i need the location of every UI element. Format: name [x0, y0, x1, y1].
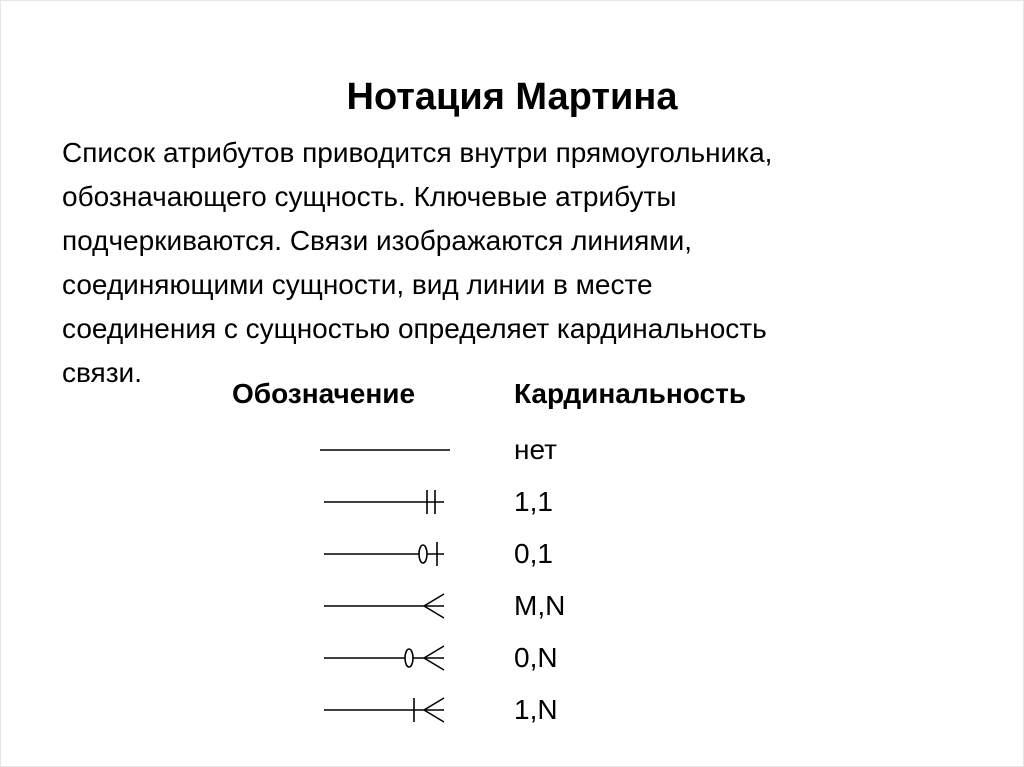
notation-row-zero-one	[0, 528, 1024, 580]
paragraph-line: Список атрибутов приводится внутри прямоугольника,	[62, 137, 773, 168]
description-paragraph	[62, 131, 962, 395]
paragraph-line: соединения с сущностью определяет кардинальность	[62, 313, 767, 344]
bar-crows-foot-symbol	[314, 684, 454, 736]
paragraph-line: соединяющими сущности, вид линии в месте	[62, 269, 653, 300]
notation-column-header: Обозначение	[232, 378, 416, 409]
cardinality-label: 0,N	[514, 642, 558, 673]
notation-row-many-many	[0, 580, 1024, 632]
slide-title: Нотация Мартина	[346, 76, 678, 118]
notation-row-zero-many	[0, 632, 1024, 684]
cardinality-label: 0,1	[514, 538, 553, 569]
crows-foot-symbol	[314, 580, 454, 632]
double-bar-symbol	[314, 476, 454, 528]
cardinality-label: нет	[514, 434, 557, 465]
notation-row-none	[0, 424, 1024, 476]
circle-crows-foot-symbol	[314, 632, 454, 684]
cardinality-label: M,N	[514, 590, 566, 621]
cardinality-column-header: Кардинальность	[514, 378, 747, 409]
notation-row-one-many	[0, 684, 1024, 736]
notation-row-one-one	[0, 476, 1024, 528]
circle-bar-symbol	[314, 528, 454, 580]
cardinality-label: 1,1	[514, 486, 553, 517]
cardinality-label: 1,N	[514, 694, 558, 725]
paragraph-line: связи.	[62, 357, 142, 388]
plain-line-symbol	[314, 424, 454, 476]
paragraph-line: подчеркиваются. Связи изображаются линиями,	[62, 225, 692, 256]
paragraph-line: обозначающего сущность. Ключевые атрибуты	[62, 181, 677, 212]
